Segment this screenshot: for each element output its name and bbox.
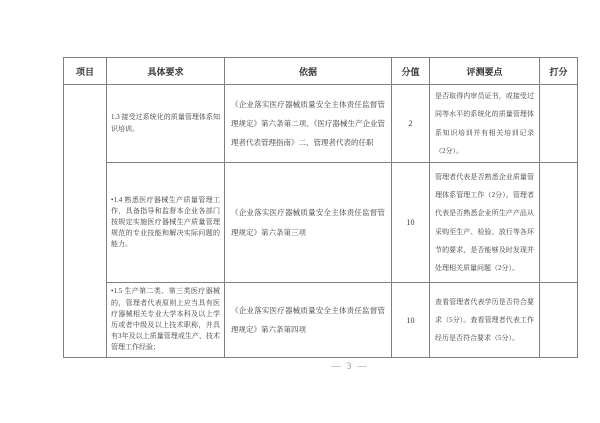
basis-cell: 《企业落实医疗器械质量安全主体责任监督管理规定》第六条第三项 — [225, 163, 392, 283]
points-cell: 管理者代表是否熟悉企业质量管理体系管理工作（2分）。管理者代表是否熟悉企业所生产产品从采购至生产、检验、放行等各环节的要求，是否能够及时发现并处理相关质量问题（2分）。 — [430, 163, 540, 283]
points-cell: 查看管理者代表学历是否符合要求（5分）。查看管理者代表工作经历是否符合要求（5分）。 — [430, 283, 540, 358]
table-row — [64, 283, 578, 358]
col-header-score: 分值 — [392, 58, 430, 85]
score-cell: 10 — [392, 283, 430, 358]
col-header-mark: 打分 — [540, 58, 578, 85]
requirement-cell: 1.3 接受过系统化的质量管理体系知识培训。 — [107, 85, 225, 163]
mark-cell — [540, 283, 578, 358]
table-row — [64, 163, 578, 283]
score-cell: 2 — [392, 85, 430, 163]
requirement-cell: •1.4 熟悉医疗器械生产质量管理工作，具备指导和监督本企业各部门按规定实施医疗器械生产质量管理规范的专业技能和解决实际问题的能力。 — [107, 163, 225, 283]
page-number: — 3 — — [331, 361, 369, 371]
col-header-project: 项目 — [64, 58, 107, 85]
table-header-row — [64, 58, 578, 85]
basis-cell: 《企业落实医疗器械质量安全主体责任监督管理规定》第六条第二项、《医疗器械生产企业管理者代表管理指南》二、管理者代表的任职 — [225, 85, 392, 163]
score-cell: 10 — [392, 163, 430, 283]
table-row — [64, 85, 578, 163]
col-header-requirement: 具体要求 — [107, 58, 225, 85]
evaluation-table — [63, 57, 578, 358]
mark-cell — [540, 85, 578, 163]
points-cell: 是否取得内审员证书，或接受过同等水平的系统化的质量管理体系知识培训并有相关培训记录（2分）。 — [430, 85, 540, 163]
col-header-basis: 依据 — [225, 58, 392, 85]
project-cell — [64, 85, 107, 358]
mark-cell — [540, 163, 578, 283]
requirement-cell: •1.5 生产第二类、第三类医疗器械的，管理者代表原则上应当具有医疗器械相关专业大学本科及以上学历或者中级及以上技术职称，并具有3年及以上质量管理或生产、技术管理工作经验； — [107, 283, 225, 358]
col-header-points: 评测要点 — [430, 58, 540, 85]
basis-cell: 《企业落实医疗器械质量安全主体责任监督管理规定》第六条第四项 — [225, 283, 392, 358]
